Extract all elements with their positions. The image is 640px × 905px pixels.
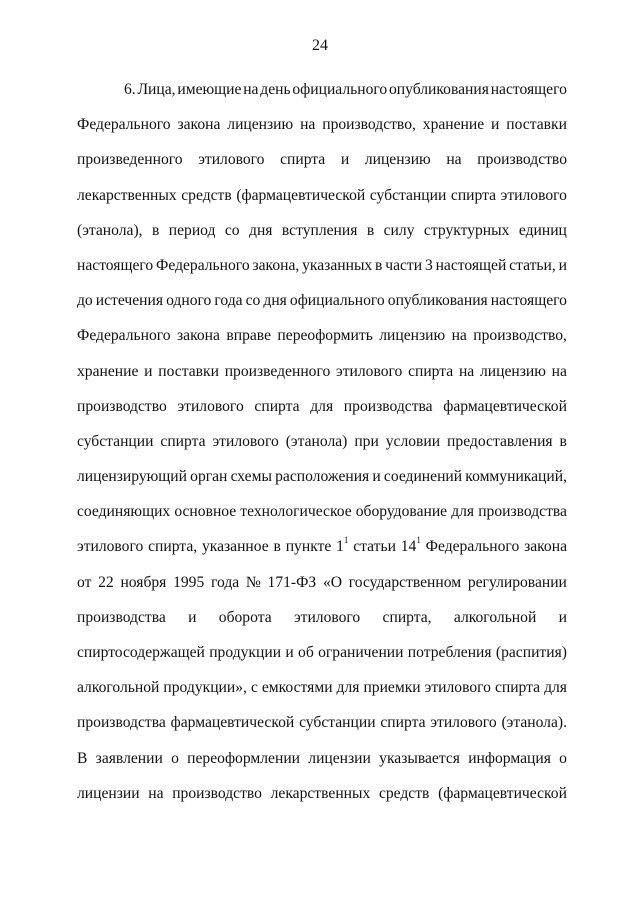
- text-line: от 22 ноября 1995 года № 171-ФЗ «О государственном регулировании: [77, 573, 567, 591]
- text-line: Федерального закона вправе переоформить лицензию на производство,: [77, 327, 567, 345]
- text-line: В заявлении о переоформлении лицензии указывается информация о: [77, 749, 567, 767]
- text-line: производство этилового спирта для производства фармацевтической: [77, 397, 567, 415]
- text-line: производства и оборота этилового спирта, алкогольной и: [77, 608, 567, 626]
- body-text: [77, 72, 567, 811]
- text-line: хранение и поставки произведенного этилового спирта на лицензию на: [77, 362, 567, 380]
- text-line: лицензии на производство лекарственных средств (фармацевтической: [77, 784, 567, 802]
- text-line: (этанола), в период со дня вступления в силу структурных единиц: [77, 221, 567, 239]
- text-line: спиртосодержащей продукции и об ограничении потребления (распития): [77, 644, 567, 661]
- text-line: производства фармацевтической субстанции спирта этилового (этанола).: [77, 714, 567, 732]
- text-line: этилового спирта, указанное в пункте $1^1$ статьи $14^1$ Федерального закона: [77, 535, 567, 556]
- text-line: 6. Лица, имеющие на день официального опубликования настоящего: [124, 81, 567, 98]
- text-line: лекарственных средств (фармацевтической субстанции спирта этилового: [77, 186, 567, 204]
- text-line: Федерального закона лицензию на производство, хранение и поставки: [77, 116, 567, 134]
- text-line: алкогольной продукции», с емкостями для приемки этилового спирта для: [77, 679, 567, 697]
- text-line: субстанции спирта этилового (этанола) при условии предоставления в: [77, 432, 567, 450]
- text-line: соединяющих основное технологическое оборудование для производства: [77, 503, 567, 521]
- text-line: настоящего Федерального закона, указанных в части 3 настоящей статьи, и: [77, 256, 567, 274]
- page-number: 24: [312, 37, 328, 54]
- text-line: до истечения одного года со дня официального опубликования настоящего: [77, 292, 567, 310]
- text-line: лицензирующий орган схемы расположения и соединений коммуникаций,: [77, 468, 567, 486]
- text-line: произведенного этилового спирта и лицензию на производство: [77, 151, 567, 169]
